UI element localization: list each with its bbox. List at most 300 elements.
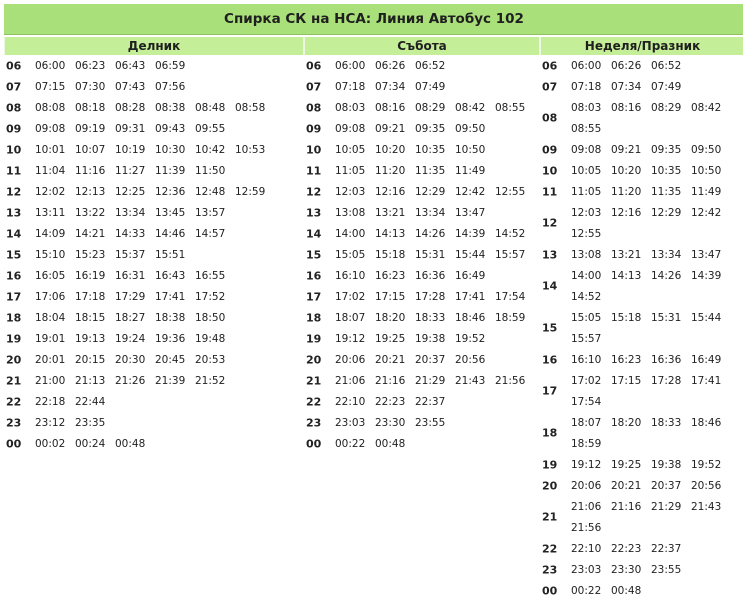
column-header-weekday: Делник	[4, 37, 304, 55]
departure-time: 21:56	[571, 521, 602, 534]
schedule-row	[304, 328, 538, 349]
departure-time: 14:57	[195, 227, 226, 240]
departure-time: 06:26	[611, 59, 642, 72]
departure-time: 19:38	[415, 332, 446, 345]
departure-time: 16:55	[195, 269, 226, 282]
departure-time: 10:42	[195, 143, 226, 156]
schedule-row	[4, 265, 302, 286]
hour-label: 09	[306, 122, 322, 135]
schedule-row	[540, 475, 743, 496]
departure-time: 12:55	[495, 185, 526, 198]
departure-time: 16:49	[691, 353, 722, 366]
hour-label: 15	[6, 248, 22, 261]
schedule-row	[4, 139, 302, 160]
departure-time: 07:30	[75, 80, 106, 93]
departure-time: 14:09	[35, 227, 66, 240]
departure-time: 15:44	[455, 248, 486, 261]
departure-time: 19:38	[651, 458, 682, 471]
departure-time: 16:10	[571, 353, 602, 366]
departure-time: 16:23	[611, 353, 642, 366]
departure-time: 08:28	[115, 101, 146, 114]
hour-label: 09	[542, 143, 558, 156]
hour-label: 12	[306, 185, 322, 198]
schedule-row	[540, 97, 743, 139]
departure-time: 11:05	[571, 185, 602, 198]
departure-time: 15:57	[495, 248, 526, 261]
hour-label: 23	[6, 416, 22, 429]
departure-time: 21:16	[375, 374, 406, 387]
hour-label: 23	[306, 416, 322, 429]
hour-label: 17	[6, 290, 22, 303]
column-header-saturday: Събота	[304, 37, 540, 55]
departure-time: 17:41	[691, 374, 722, 387]
departure-time: 19:12	[571, 458, 602, 471]
departure-time: 09:21	[375, 122, 406, 135]
departure-time: 10:50	[455, 143, 486, 156]
departure-time: 12:36	[155, 185, 186, 198]
departure-time: 19:52	[455, 332, 486, 345]
departure-time: 10:53	[235, 143, 266, 156]
departure-time: 13:47	[455, 206, 486, 219]
departure-time: 18:07	[335, 311, 366, 324]
departure-time: 13:34	[651, 248, 682, 261]
departure-time: 11:20	[611, 185, 642, 198]
departure-time: 06:23	[75, 59, 106, 72]
departure-time: 14:13	[375, 227, 406, 240]
departure-time: 13:21	[375, 206, 406, 219]
departure-time: 13:47	[691, 248, 722, 261]
departure-time: 00:24	[75, 437, 106, 450]
departure-time: 09:50	[691, 143, 722, 156]
departure-time: 23:30	[611, 563, 642, 576]
departure-time: 20:37	[415, 353, 446, 366]
hour-label: 22	[306, 395, 322, 408]
departure-time: 12:55	[571, 227, 602, 240]
departure-time: 22:10	[571, 542, 602, 555]
departure-time: 13:34	[415, 206, 446, 219]
departure-time: 15:57	[571, 332, 602, 345]
hour-label: 21	[306, 374, 322, 387]
departure-time: 07:49	[415, 80, 446, 93]
departure-time: 21:43	[455, 374, 486, 387]
departure-time: 07:49	[651, 80, 682, 93]
departure-time: 14:21	[75, 227, 106, 240]
departure-time: 15:31	[651, 311, 682, 324]
departure-time: 08:58	[235, 101, 266, 114]
departure-time: 20:56	[691, 479, 722, 492]
departure-time: 19:13	[75, 332, 106, 345]
departure-time: 16:19	[75, 269, 106, 282]
hour-label: 17	[306, 290, 322, 303]
departure-time: 17:52	[195, 290, 226, 303]
schedule-row	[540, 307, 743, 349]
schedule-row	[540, 370, 743, 412]
departure-time: 00:02	[35, 437, 66, 450]
departure-time: 10:50	[691, 164, 722, 177]
hour-label: 20	[6, 353, 22, 366]
departure-time: 12:02	[35, 185, 66, 198]
departure-time: 14:39	[455, 227, 486, 240]
departure-time: 19:52	[691, 458, 722, 471]
departure-time: 18:20	[611, 416, 642, 429]
departure-time: 14:33	[115, 227, 146, 240]
hour-label: 20	[306, 353, 322, 366]
schedule-row	[540, 538, 743, 559]
departure-time: 14:52	[571, 290, 602, 303]
schedule-row	[540, 181, 743, 202]
hour-label: 07	[542, 80, 558, 93]
departure-time: 09:08	[571, 143, 602, 156]
schedule-row	[4, 349, 302, 370]
hour-label: 08	[306, 101, 322, 114]
schedule-row	[4, 391, 302, 412]
departure-time: 16:23	[375, 269, 406, 282]
departure-time: 21:13	[75, 374, 106, 387]
departure-time: 14:26	[651, 269, 682, 282]
schedule-row	[540, 580, 743, 601]
departure-time: 11:39	[155, 164, 186, 177]
hour-label: 09	[6, 122, 22, 135]
departure-time: 06:52	[651, 59, 682, 72]
schedule-row	[304, 412, 538, 433]
departure-time: 00:22	[571, 584, 602, 597]
departure-time: 10:05	[335, 143, 366, 156]
departure-time: 20:21	[611, 479, 642, 492]
hour-label: 10	[306, 143, 322, 156]
departure-time: 15:05	[335, 248, 366, 261]
schedule-row	[4, 286, 302, 307]
schedule-row	[304, 202, 538, 223]
schedule-row	[304, 97, 538, 118]
departure-time: 12:29	[415, 185, 446, 198]
departure-time: 11:04	[35, 164, 66, 177]
hour-label: 00	[306, 437, 322, 450]
schedule-row	[4, 370, 302, 391]
schedule-row	[540, 55, 743, 76]
departure-time: 18:38	[155, 311, 186, 324]
departure-time: 16:36	[415, 269, 446, 282]
hour-label: 06	[542, 59, 558, 72]
departure-time: 10:35	[651, 164, 682, 177]
departure-time: 23:12	[35, 416, 66, 429]
departure-time: 08:42	[691, 101, 722, 114]
departure-time: 11:27	[115, 164, 146, 177]
departure-time: 15:05	[571, 311, 602, 324]
departure-time: 09:35	[651, 143, 682, 156]
departure-time: 08:55	[495, 101, 526, 114]
departure-time: 00:48	[115, 437, 146, 450]
departure-time: 19:36	[155, 332, 186, 345]
departure-time: 18:15	[75, 311, 106, 324]
departure-time: 15:31	[415, 248, 446, 261]
hour-label: 15	[542, 321, 558, 335]
schedule-row	[4, 244, 302, 265]
departure-time: 15:10	[35, 248, 66, 261]
schedule-row	[4, 433, 302, 454]
departure-time: 08:29	[415, 101, 446, 114]
departure-time: 00:22	[335, 437, 366, 450]
departure-time: 08:38	[155, 101, 186, 114]
hour-label: 00	[542, 584, 558, 597]
schedule-row	[304, 223, 538, 244]
schedule-row	[4, 97, 302, 118]
hour-label: 13	[306, 206, 322, 219]
departure-time: 18:50	[195, 311, 226, 324]
departure-time: 08:55	[571, 122, 602, 135]
departure-time: 11:50	[195, 164, 226, 177]
schedule-row	[304, 370, 538, 391]
departure-time: 18:59	[571, 437, 602, 450]
departure-time: 16:43	[155, 269, 186, 282]
departure-time: 19:25	[611, 458, 642, 471]
hour-label: 14	[6, 227, 22, 240]
departure-time: 17:54	[495, 290, 526, 303]
departure-time: 06:26	[375, 59, 406, 72]
schedule-row	[4, 412, 302, 433]
hour-label: 19	[542, 458, 558, 471]
departure-time: 21:26	[115, 374, 146, 387]
hour-label: 11	[6, 164, 22, 177]
departure-time: 08:48	[195, 101, 226, 114]
departure-time: 23:03	[571, 563, 602, 576]
hour-label: 11	[306, 164, 322, 177]
schedule-row	[4, 76, 302, 97]
departure-time: 21:06	[571, 500, 602, 513]
hour-label: 06	[6, 59, 22, 72]
departure-time: 21:16	[611, 500, 642, 513]
departure-time: 11:05	[335, 164, 366, 177]
schedule-row	[304, 286, 538, 307]
departure-time: 13:57	[195, 206, 226, 219]
departure-time: 09:08	[335, 122, 366, 135]
departure-time: 23:03	[335, 416, 366, 429]
schedule-row	[304, 433, 538, 454]
schedule-row	[4, 202, 302, 223]
departure-time: 13:45	[155, 206, 186, 219]
departure-time: 22:23	[375, 395, 406, 408]
hour-label: 15	[306, 248, 322, 261]
departure-time: 22:44	[75, 395, 106, 408]
departure-time: 17:54	[571, 395, 602, 408]
departure-time: 12:48	[195, 185, 226, 198]
departure-time: 06:43	[115, 59, 146, 72]
departure-time: 00:48	[611, 584, 642, 597]
schedule-row	[540, 76, 743, 97]
hour-label: 22	[542, 542, 558, 555]
hour-label: 21	[542, 510, 558, 524]
departure-time: 09:31	[115, 122, 146, 135]
schedule-row	[304, 181, 538, 202]
departure-time: 12:29	[651, 206, 682, 219]
departure-time: 22:37	[415, 395, 446, 408]
timetable-title: Спирка СК на НСА: Линия Автобус 102	[4, 4, 743, 35]
departure-time: 22:18	[35, 395, 66, 408]
departure-time: 12:13	[75, 185, 106, 198]
departure-time: 14:39	[691, 269, 722, 282]
departure-time: 20:21	[375, 353, 406, 366]
sunday-holiday-schedule	[540, 55, 743, 601]
departure-time: 08:08	[35, 101, 66, 114]
departure-time: 18:20	[375, 311, 406, 324]
departure-time: 16:49	[455, 269, 486, 282]
departure-time: 10:07	[75, 143, 106, 156]
departure-time: 21:56	[495, 374, 526, 387]
departure-time: 16:05	[35, 269, 66, 282]
departure-time: 14:00	[335, 227, 366, 240]
departure-time: 08:16	[611, 101, 642, 114]
departure-time: 07:56	[155, 80, 186, 93]
schedule-row	[4, 328, 302, 349]
hour-label: 18	[6, 311, 22, 324]
departure-time: 14:00	[571, 269, 602, 282]
departure-time: 07:15	[35, 80, 66, 93]
schedule-row	[540, 202, 743, 244]
departure-time: 12:25	[115, 185, 146, 198]
departure-time: 07:18	[335, 80, 366, 93]
schedule-row	[4, 307, 302, 328]
hour-label: 11	[542, 185, 558, 198]
departure-time: 14:52	[495, 227, 526, 240]
departure-time: 07:34	[611, 80, 642, 93]
departure-time: 18:33	[415, 311, 446, 324]
departure-time: 20:37	[651, 479, 682, 492]
departure-time: 10:05	[571, 164, 602, 177]
departure-time: 15:18	[611, 311, 642, 324]
departure-time: 17:02	[335, 290, 366, 303]
hour-label: 00	[6, 437, 22, 450]
departure-time: 11:35	[415, 164, 446, 177]
departure-time: 10:20	[375, 143, 406, 156]
departure-time: 07:34	[375, 80, 406, 93]
departure-time: 09:21	[611, 143, 642, 156]
hour-label: 17	[542, 384, 558, 398]
departure-time: 20:45	[155, 353, 186, 366]
departure-time: 06:59	[155, 59, 186, 72]
hour-label: 19	[306, 332, 322, 345]
departure-time: 08:03	[335, 101, 366, 114]
departure-time: 09:55	[195, 122, 226, 135]
departure-time: 18:33	[651, 416, 682, 429]
departure-time: 10:20	[611, 164, 642, 177]
departure-time: 08:03	[571, 101, 602, 114]
hour-label: 13	[542, 248, 558, 261]
schedule-row	[540, 349, 743, 370]
departure-time: 19:01	[35, 332, 66, 345]
departure-time: 23:30	[375, 416, 406, 429]
departure-time: 10:35	[415, 143, 446, 156]
departure-time: 09:50	[455, 122, 486, 135]
departure-time: 20:06	[335, 353, 366, 366]
departure-time: 09:08	[35, 122, 66, 135]
departure-time: 18:46	[691, 416, 722, 429]
hour-label: 14	[306, 227, 322, 240]
departure-time: 13:21	[611, 248, 642, 261]
departure-time: 12:59	[235, 185, 266, 198]
saturday-schedule	[304, 55, 538, 454]
schedule-row	[304, 391, 538, 412]
schedule-row	[304, 265, 538, 286]
departure-time: 09:35	[415, 122, 446, 135]
departure-time: 19:25	[375, 332, 406, 345]
schedule-row	[304, 55, 538, 76]
hour-label: 16	[6, 269, 22, 282]
hour-label: 12	[6, 185, 22, 198]
departure-time: 16:36	[651, 353, 682, 366]
departure-time: 15:44	[691, 311, 722, 324]
schedule-row	[304, 349, 538, 370]
schedule-row	[304, 118, 538, 139]
departure-time: 10:30	[155, 143, 186, 156]
departure-time: 16:31	[115, 269, 146, 282]
departure-time: 14:13	[611, 269, 642, 282]
departure-time: 13:22	[75, 206, 106, 219]
departure-time: 21:52	[195, 374, 226, 387]
hour-label: 14	[542, 279, 558, 293]
departure-time: 16:10	[335, 269, 366, 282]
departure-time: 18:04	[35, 311, 66, 324]
hour-label: 16	[542, 353, 558, 366]
departure-time: 21:43	[691, 500, 722, 513]
schedule-row	[540, 454, 743, 475]
departure-time: 09:19	[75, 122, 106, 135]
departure-time: 20:15	[75, 353, 106, 366]
hour-label: 13	[6, 206, 22, 219]
departure-time: 08:29	[651, 101, 682, 114]
schedule-row	[540, 139, 743, 160]
schedule-row	[304, 139, 538, 160]
hour-label: 16	[306, 269, 322, 282]
departure-time: 13:08	[335, 206, 366, 219]
hour-label: 06	[306, 59, 322, 72]
departure-time: 06:00	[335, 59, 366, 72]
schedule-row	[4, 223, 302, 244]
departure-time: 14:46	[155, 227, 186, 240]
departure-time: 19:12	[335, 332, 366, 345]
departure-time: 17:18	[75, 290, 106, 303]
schedule-row	[304, 307, 538, 328]
departure-time: 11:16	[75, 164, 106, 177]
departure-time: 23:55	[651, 563, 682, 576]
departure-time: 11:35	[651, 185, 682, 198]
hour-label: 22	[6, 395, 22, 408]
schedule-row	[4, 55, 302, 76]
hour-label: 10	[6, 143, 22, 156]
departure-time: 18:27	[115, 311, 146, 324]
column-header-sunday-holiday: Неделя/Празник	[540, 37, 743, 55]
departure-time: 17:28	[415, 290, 446, 303]
schedule-row	[304, 160, 538, 181]
departure-time: 17:28	[651, 374, 682, 387]
departure-time: 20:01	[35, 353, 66, 366]
departure-time: 06:52	[415, 59, 446, 72]
schedule-row	[4, 181, 302, 202]
departure-time: 12:16	[375, 185, 406, 198]
hour-label: 23	[542, 563, 558, 576]
departure-time: 07:18	[571, 80, 602, 93]
hour-label: 20	[542, 479, 558, 492]
departure-time: 10:01	[35, 143, 66, 156]
schedule-row	[304, 76, 538, 97]
departure-time: 09:43	[155, 122, 186, 135]
departure-time: 17:29	[115, 290, 146, 303]
departure-time: 13:34	[115, 206, 146, 219]
departure-time: 21:29	[415, 374, 446, 387]
departure-time: 12:03	[335, 185, 366, 198]
departure-time: 20:56	[455, 353, 486, 366]
departure-time: 22:23	[611, 542, 642, 555]
hour-label: 07	[6, 80, 22, 93]
departure-time: 18:07	[571, 416, 602, 429]
